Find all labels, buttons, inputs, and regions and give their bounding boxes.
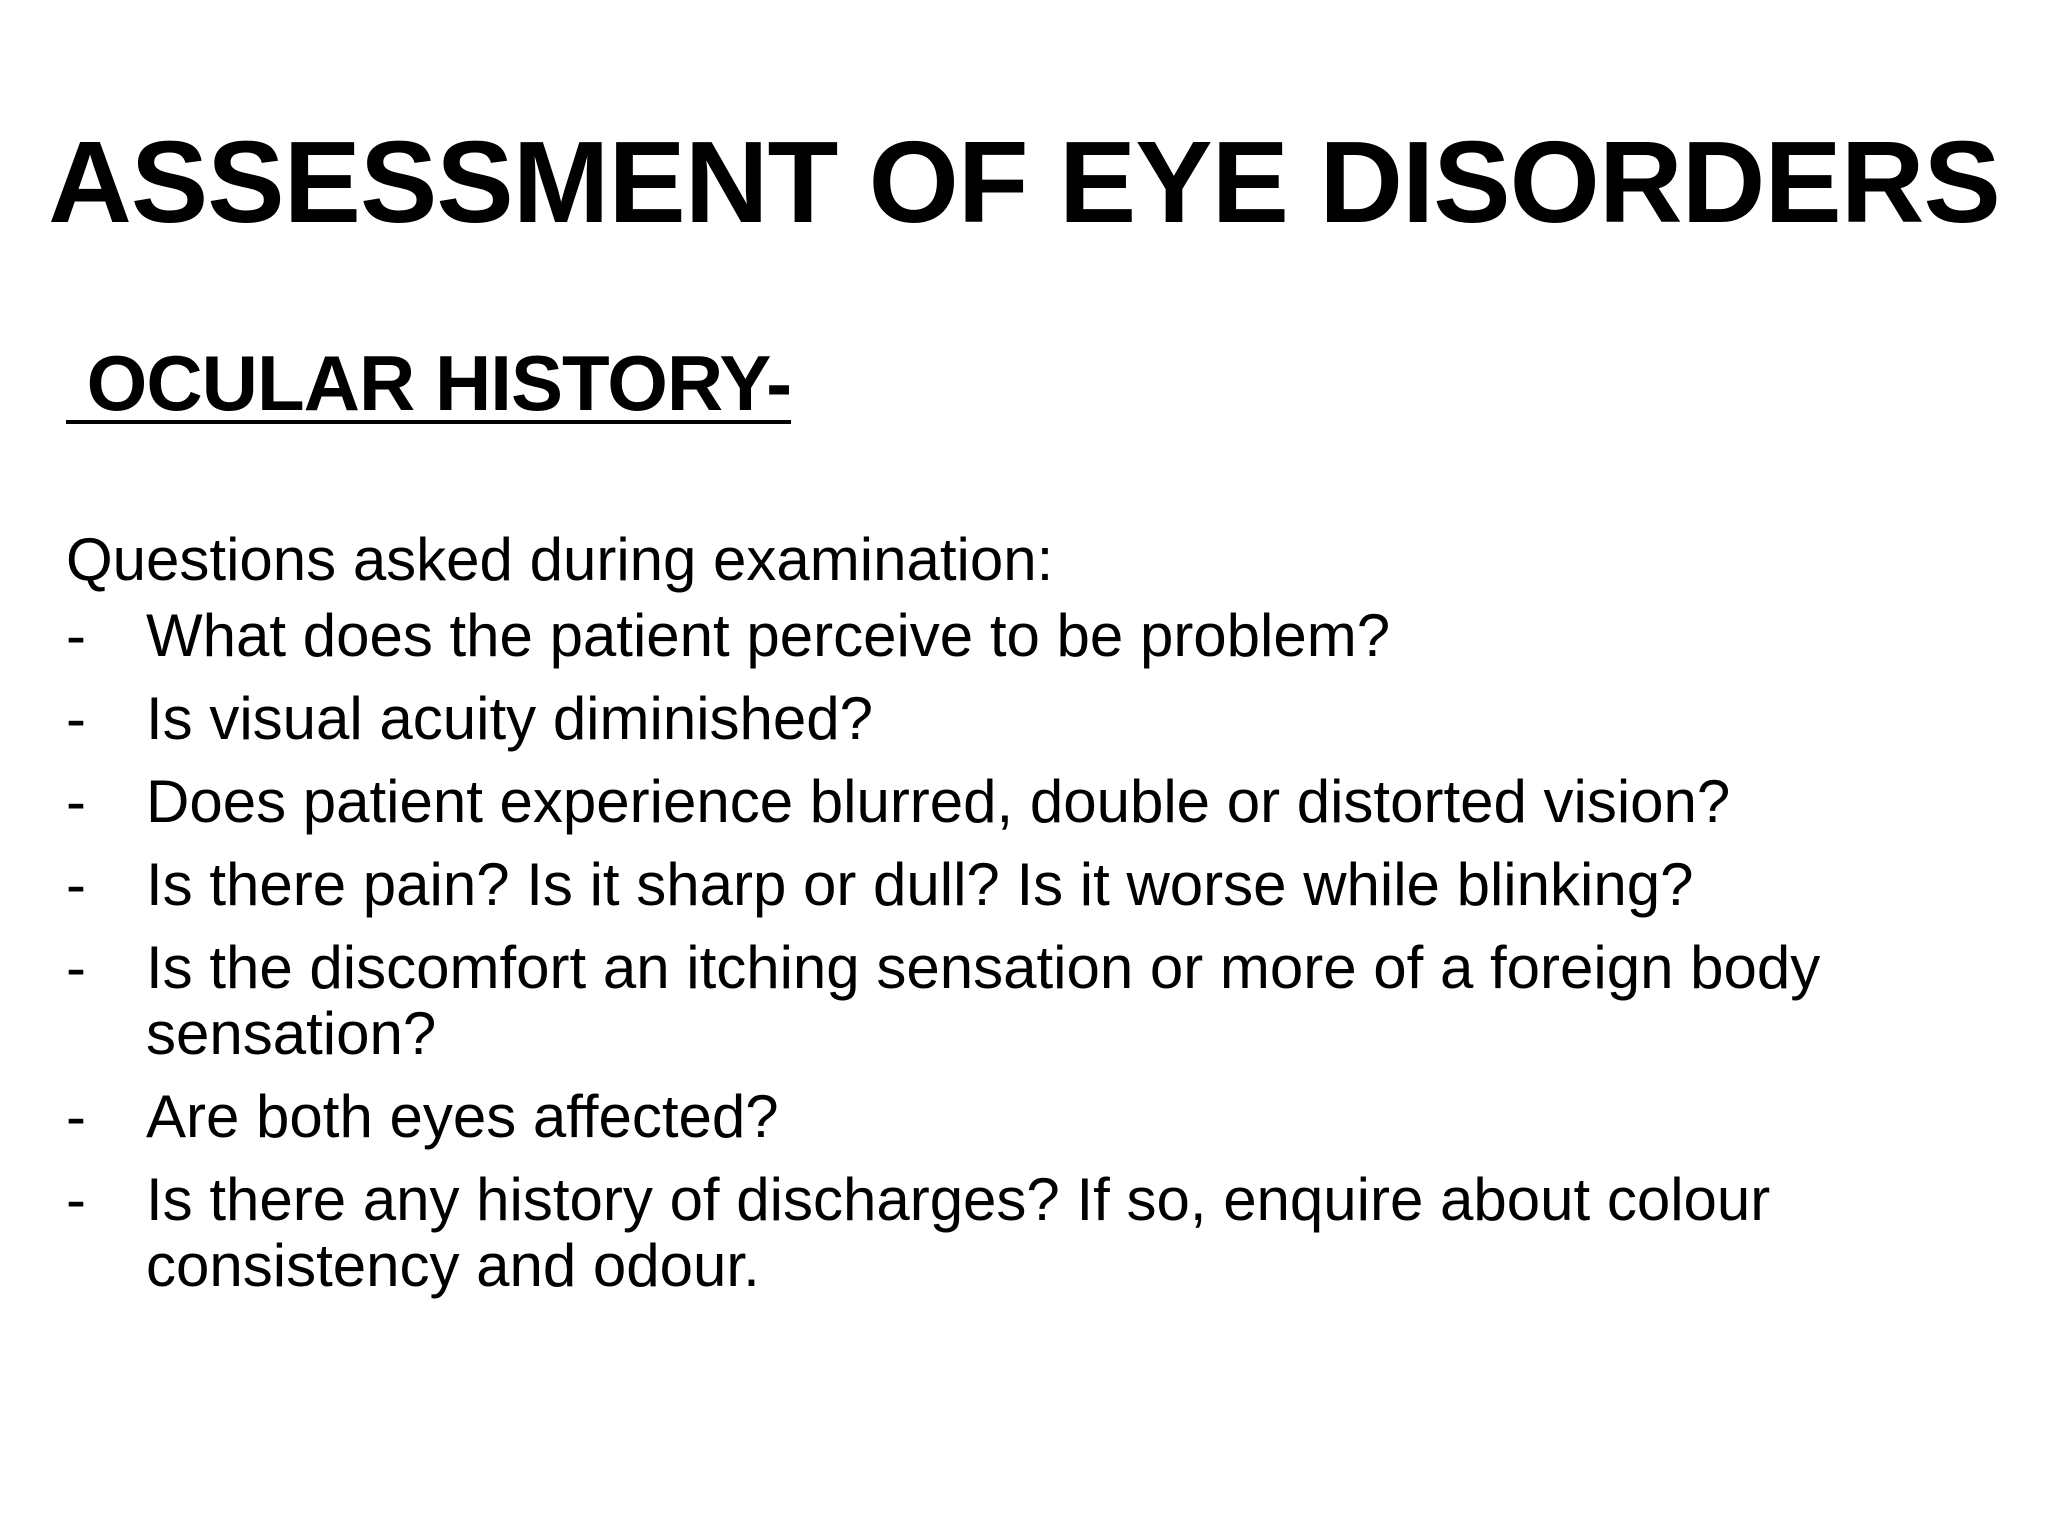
question-text: Are both eyes affected? [146, 1083, 779, 1150]
bullet-dash: - [66, 602, 86, 669]
bullet-dash: - [66, 685, 86, 752]
bullet-dash: - [66, 768, 86, 835]
section-heading: OCULAR HISTORY- [66, 339, 792, 427]
question-item [66, 1167, 2006, 1299]
question-item [66, 935, 2006, 1067]
question-list [66, 603, 2006, 1316]
question-text: Is there pain? Is it sharp or dull? Is it worse while blinking? [146, 851, 1694, 918]
question-item [66, 603, 2006, 669]
question-text: What does the patient perceive to be problem? [146, 602, 1391, 669]
question-text: Is visual acuity diminished? [146, 685, 874, 752]
question-text: Does patient experience blurred, double or distorted vision? [146, 768, 1731, 835]
question-text: Is the discomfort an itching sensation or more of a foreign body sensation? [146, 934, 1821, 1067]
bullet-dash: - [66, 1083, 86, 1150]
question-text: Is there any history of discharges? If so, enquire about colour consistency and odour. [146, 1166, 1771, 1299]
bullet-dash: - [66, 934, 86, 1001]
question-item [66, 686, 2006, 752]
bullet-dash: - [66, 851, 86, 918]
question-item [66, 1084, 2006, 1150]
bullet-dash: - [66, 1166, 86, 1233]
intro-text: Questions asked during examination: [66, 526, 1054, 593]
question-item [66, 852, 2006, 918]
slide-title: ASSESSMENT OF EYE DISORDERS [48, 117, 2000, 247]
question-item [66, 769, 2006, 835]
